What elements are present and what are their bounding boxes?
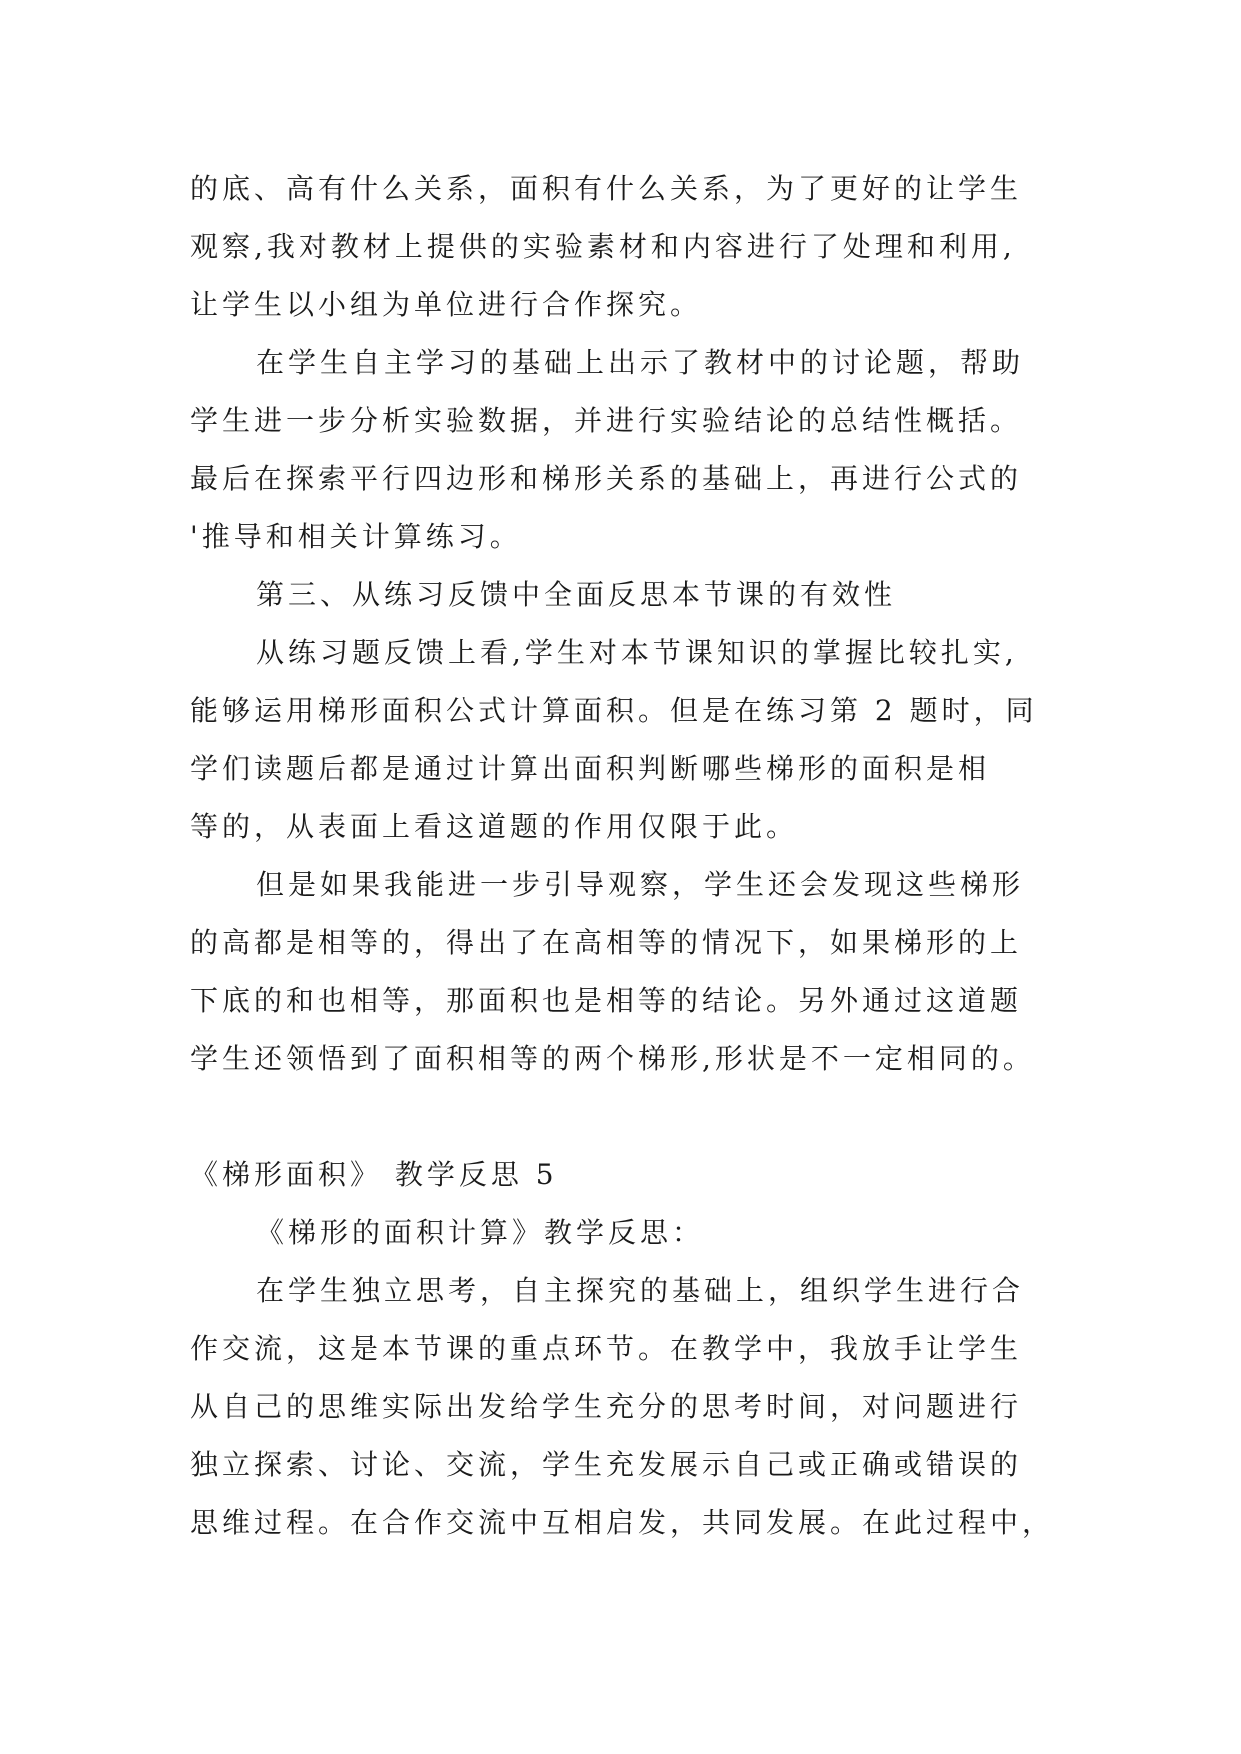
text-line: 从自己的思维实际出发给学生充分的思考时间，对问题进行 [190,1390,1023,1423]
text-line: 学生进一步分析实验数据，并进行实验结论的总结性概括。 [190,404,1023,437]
text-line: 能够运用梯形面积公式计算面积。但是在练习第 2 题时，同 [190,694,1038,727]
text-line: 作交流，这是本节课的重点环节。在教学中，我放手让学生 [190,1332,1023,1365]
text-line: 等的，从表面上看这道题的作用仅限于此。 [190,810,799,843]
text-line: 最后在探索平行四边形和梯形关系的基础上，再进行公式的 [190,462,1023,495]
text-line: 独立探索、讨论、交流，学生充发展示自己或正确或错误的 [190,1448,1023,1481]
text-line: 的底、高有什么关系，面积有什么关系，为了更好的让学生 [190,172,1023,205]
text-line: 《梯形面积》 教学反思 5 [190,1158,558,1191]
text-line: 第三、从练习反馈中全面反思本节课的有效性 [256,578,897,611]
text-line: 观察,我对教材上提供的实验素材和内容进行了处理和利用, [190,230,1016,263]
text-line: 学们读题后都是通过计算出面积判断哪些梯形的面积是相 [190,752,991,785]
text-line: 在学生独立思考，自主探究的基础上，组织学生进行合 [256,1274,1025,1307]
text-line: '推导和相关计算练习。 [190,520,522,553]
text-line: 下底的和也相等，那面积也是相等的结论。另外通过这道题 [190,984,1023,1017]
text-line: 思维过程。在合作交流中互相启发，共同发展。在此过程中， [190,1506,1055,1539]
text-line: 学生还领悟到了面积相等的两个梯形,形状是不一定相同的。 [190,1042,1035,1075]
text-line: 从练习题反馈上看,学生对本节课知识的掌握比较扎实, [256,636,1018,669]
text-line: 让学生以小组为单位进行合作探究。 [190,288,703,321]
text-line: 的高都是相等的，得出了在高相等的情况下，如果梯形的上 [190,926,1023,959]
text-line: 《梯形的面积计算》教学反思： [256,1216,705,1249]
text-line: 在学生自主学习的基础上出示了教材中的讨论题，帮助 [256,346,1025,379]
blank-line [190,1088,1100,1146]
document-body [190,160,1100,1552]
text-line: 但是如果我能进一步引导观察，学生还会发现这些梯形 [256,868,1025,901]
